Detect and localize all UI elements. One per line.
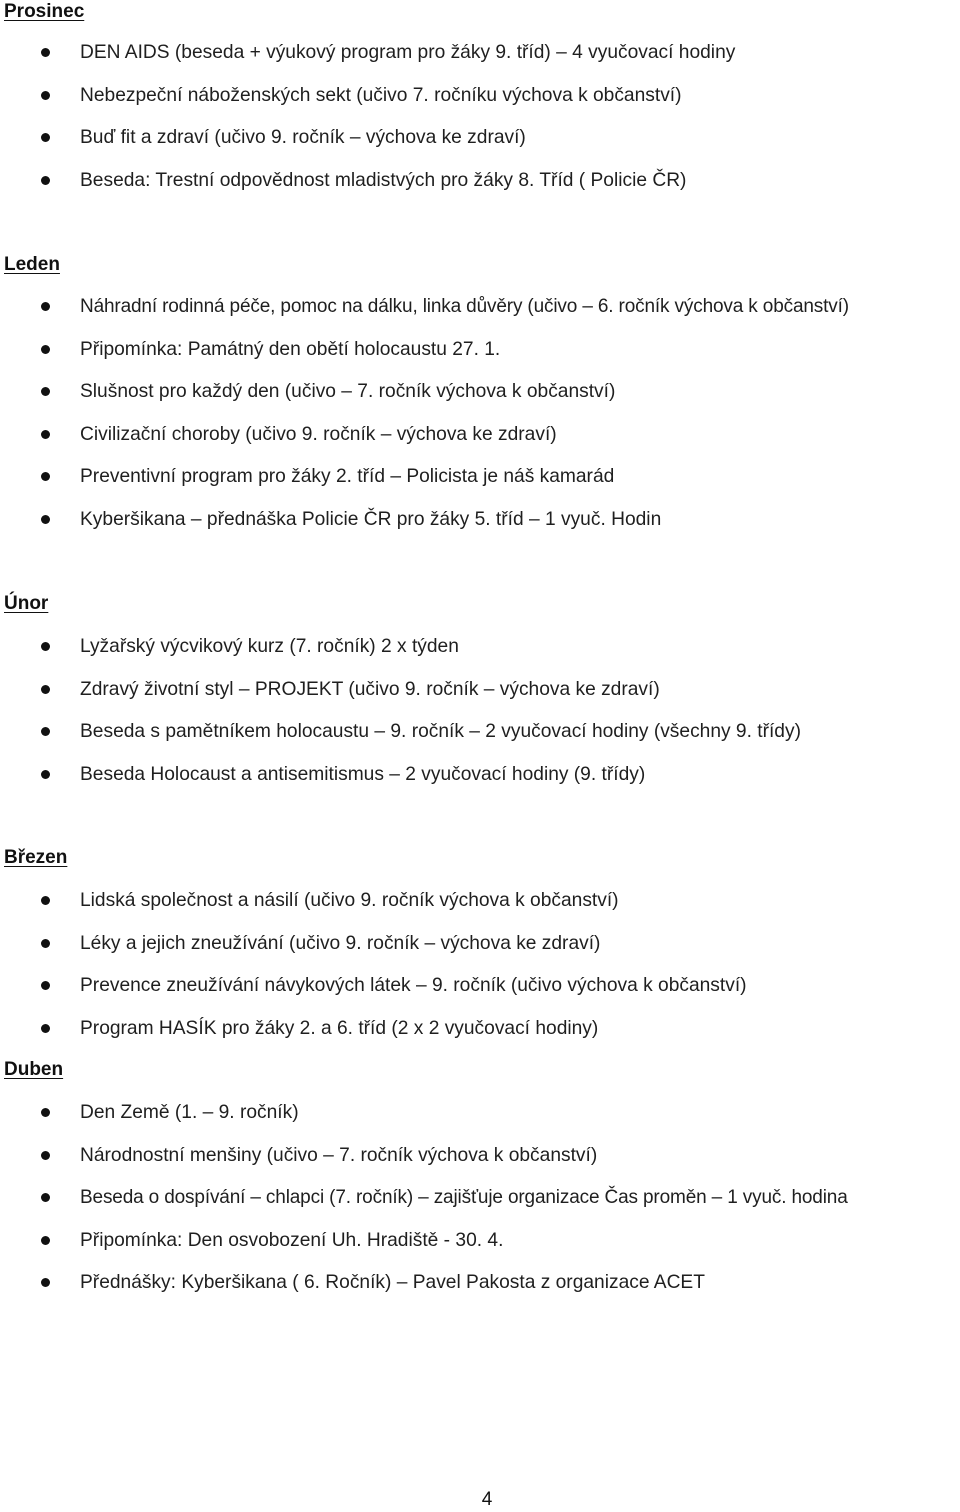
bullet-icon: [41, 472, 50, 481]
bullet-icon: [41, 133, 50, 142]
list-item-text: Národnostní menšiny (učivo – 7. ročník výchova k občanství): [80, 1144, 598, 1166]
section-heading: Leden: [4, 254, 60, 275]
bullet-icon: [41, 345, 50, 354]
list-item-text: Buď fit a zdraví (učivo 9. ročník – výchova ke zdraví): [80, 127, 526, 149]
list-item-text: Lidská společnost a násilí (učivo 9. ročník výchova k občanství): [80, 890, 619, 911]
bullet-icon: [41, 1151, 50, 1160]
list-item-text: Beseda s pamětníkem holocaustu – 9. ročník – 2 vyučovací hodiny (všechny 9. třídy): [80, 721, 801, 743]
bullet-icon: [41, 1193, 50, 1202]
bullet-icon: [41, 91, 50, 100]
list-item-text: Zdravý životní styl – PROJEKT (učivo 9. ročník – výchova ke zdraví): [80, 678, 660, 700]
list-item-text: Lyžařský výcvikový kurz (7. ročník) 2 x týden: [80, 636, 459, 657]
list-item-text: Civilizační choroby (učivo 9. ročník – výchova ke zdraví): [80, 423, 557, 445]
list-item-text: DEN AIDS (beseda + výukový program pro žáky 9. tříd) – 4 vyučovací hodiny: [80, 42, 736, 63]
bullet-icon: [41, 727, 50, 736]
bullet-icon: [41, 896, 50, 905]
list-item-text: Beseda o dospívání – chlapci (7. ročník) – zajišťuje organizace Čas proměn – 1 vyuč. hodina: [80, 1187, 848, 1209]
list-item-text: Připomínka: Památný den obětí holocaustu 27. 1.: [80, 338, 501, 360]
bullet-icon: [41, 48, 50, 57]
bullet-icon: [41, 1108, 50, 1117]
bullet-icon: [41, 176, 50, 185]
bullet-icon: [41, 1236, 50, 1245]
list-item-text: Prevence zneužívání návykových látek – 9. ročník (učivo výchova k občanství): [80, 975, 747, 997]
section-heading: Únor: [4, 593, 49, 614]
bullet-icon: [41, 770, 50, 779]
bullet-icon: [41, 642, 50, 651]
bullet-icon: [41, 515, 50, 524]
list-item-text: Beseda: Trestní odpovědnost mladistvých pro žáky 8. Tříd ( Policie ČR): [80, 169, 687, 191]
bullet-icon: [41, 981, 50, 990]
bullet-icon: [41, 302, 50, 311]
bullet-icon: [41, 1024, 50, 1033]
section-heading: Duben: [4, 1059, 64, 1080]
list-item-text: Připomínka: Den osvobození Uh. Hradiště - 30. 4.: [80, 1229, 504, 1251]
bullet-icon: [41, 430, 50, 439]
bullet-icon: [41, 1278, 50, 1287]
list-item-text: Den Země (1. – 9. ročník): [80, 1102, 299, 1123]
list-item-text: Preventivní program pro žáky 2. tříd – Policista je náš kamarád: [80, 466, 615, 488]
bullet-icon: [41, 939, 50, 948]
bullet-icon: [41, 685, 50, 694]
list-item-text: Slušnost pro každý den (učivo – 7. ročník výchova k občanství): [80, 381, 616, 403]
page-number: 4: [481, 1489, 493, 1510]
section-heading: Prosinec: [4, 1, 85, 22]
list-item-text: Léky a jejich zneužívání (učivo 9. ročník – výchova ke zdraví): [80, 932, 601, 954]
list-item-text: Kyberšikana – přednáška Policie ČR pro žáky 5. tříd – 1 vyuč. Hodin: [80, 508, 662, 530]
list-item-text: Náhradní rodinná péče, pomoc na dálku, linka důvěry (učivo – 6. ročník výchova k občanství): [80, 296, 849, 317]
bullet-icon: [41, 387, 50, 396]
list-item-text: Program HASÍK pro žáky 2. a 6. tříd (2 x 2 vyučovací hodiny): [80, 1017, 599, 1039]
section-heading: Březen: [4, 847, 68, 868]
list-item-text: Nebezpeční náboženských sekt (učivo 7. ročníku výchova k občanství): [80, 84, 682, 106]
list-item-text: Beseda Holocaust a antisemitismus – 2 vyučovací hodiny (9. třídy): [80, 763, 646, 785]
list-item-text: Přednášky: Kyberšikana ( 6. Ročník) – Pavel Pakosta z organizace ACET: [80, 1272, 705, 1294]
